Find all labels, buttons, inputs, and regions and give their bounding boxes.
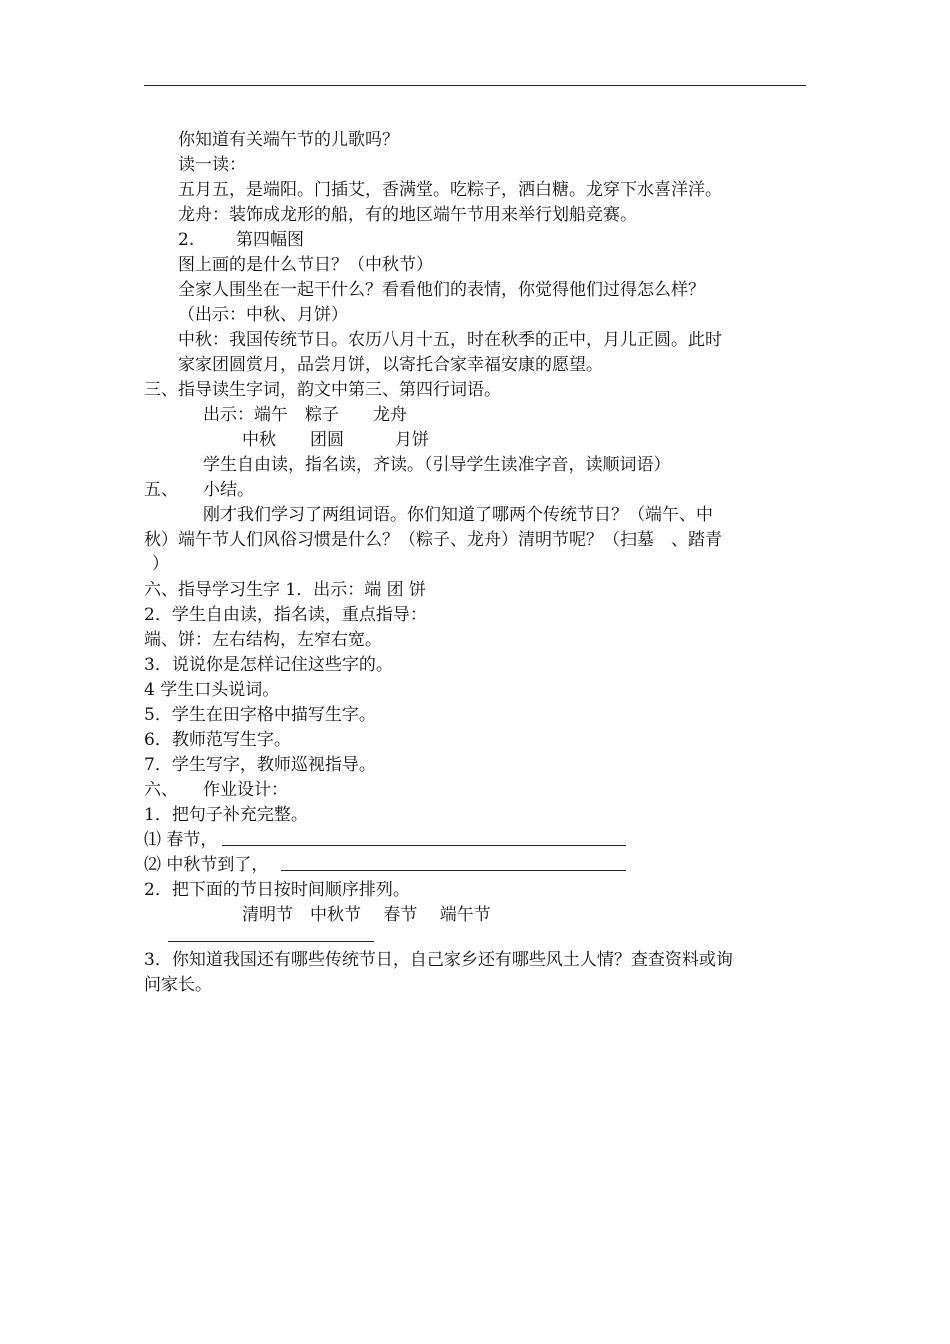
text-line: 图上画的是什么节日？（中秋节） [178,255,433,275]
text-line: 出示：端午 粽子 龙舟 [203,405,407,425]
text-line: 第四幅图 [236,230,304,250]
text-line: 7．学生写字，教师巡视指导。 [144,755,376,775]
text-line: 5．学生在田字格中描写生字。 [144,705,376,725]
text-line: 清明节 中秋节 春节 端午节 [242,905,491,925]
text-line: 中秋：我国传统节日。农历八月十五，时在秋季的正中，月儿正圆。此时 [178,330,722,350]
section-heading: 作业设计： [203,780,288,800]
fill-blank-line [222,845,626,846]
list-number: 2. [178,230,195,250]
text-line: ⑴ 春节， [144,830,218,850]
text-line: 2．学生自由读，指名读，重点指导： [144,605,427,625]
text-line: 4 学生口头说词。 [144,680,280,700]
section-heading: 小结。 [203,480,254,500]
text-line: （出示：中秋、月饼） [178,305,348,325]
text-line: 全家人围坐在一起干什么？看看他们的表情，你觉得他们过得怎么样？ [178,280,705,300]
text-line: 五月五，是端阳。门插艾，香满堂。吃粽子，洒白糖。龙穿下水喜洋洋。 [178,180,722,200]
text-line: ⑵ 中秋节到了， [144,855,269,875]
answer-blank-line [168,941,374,942]
text-line: 你知道有关端午节的儿歌吗？ [178,130,399,150]
text-line: 学生自由读，指名读，齐读。（引导学生读准字音，读顺词语） [203,455,671,475]
text-line: 问家长。 [144,975,212,995]
header-rule [144,85,806,86]
section-number: 六、 [144,780,178,800]
text-line: 3．说说你是怎样记住这些字的。 [144,655,393,675]
text-line: 家家团圆赏月，品尝月饼，以寄托合家幸福安康的愿望。 [178,355,603,375]
text-line: 3．你知道我国还有哪些传统节日，自己家乡还有哪些风土人情？查查资料或询 [144,950,733,970]
text-line: 2．把下面的节日按时间顺序排列。 [144,880,410,900]
section-heading: 六、指导学习生字 1．出示：端 团 饼 [144,580,427,600]
text-line: 秋）端午节人们风俗习惯是什么？（粽子、龙舟）清明节呢？（扫墓 、踏青 [144,530,722,550]
fill-blank-line [281,870,626,871]
text-line: 刚才我们学习了两组词语。你们知道了哪两个传统节日？（端午、中 [203,505,713,525]
section-number: 五、 [144,480,178,500]
text-line: 1．把句子补充完整。 [144,805,308,825]
text-line: 读一读： [178,155,246,175]
text-line: 6．教师范写生字。 [144,730,291,750]
text-line: ） [152,554,169,574]
text-line: 中秋 团圆 月饼 [242,430,429,450]
text-line: 端、饼：左右结构，左窄右宽。 [144,630,382,650]
section-heading: 三、指导读生字词，韵文中第三、第四行词语。 [144,380,501,400]
text-line: 龙舟：装饰成龙形的船，有的地区端午节用来举行划船竞赛。 [178,205,637,225]
